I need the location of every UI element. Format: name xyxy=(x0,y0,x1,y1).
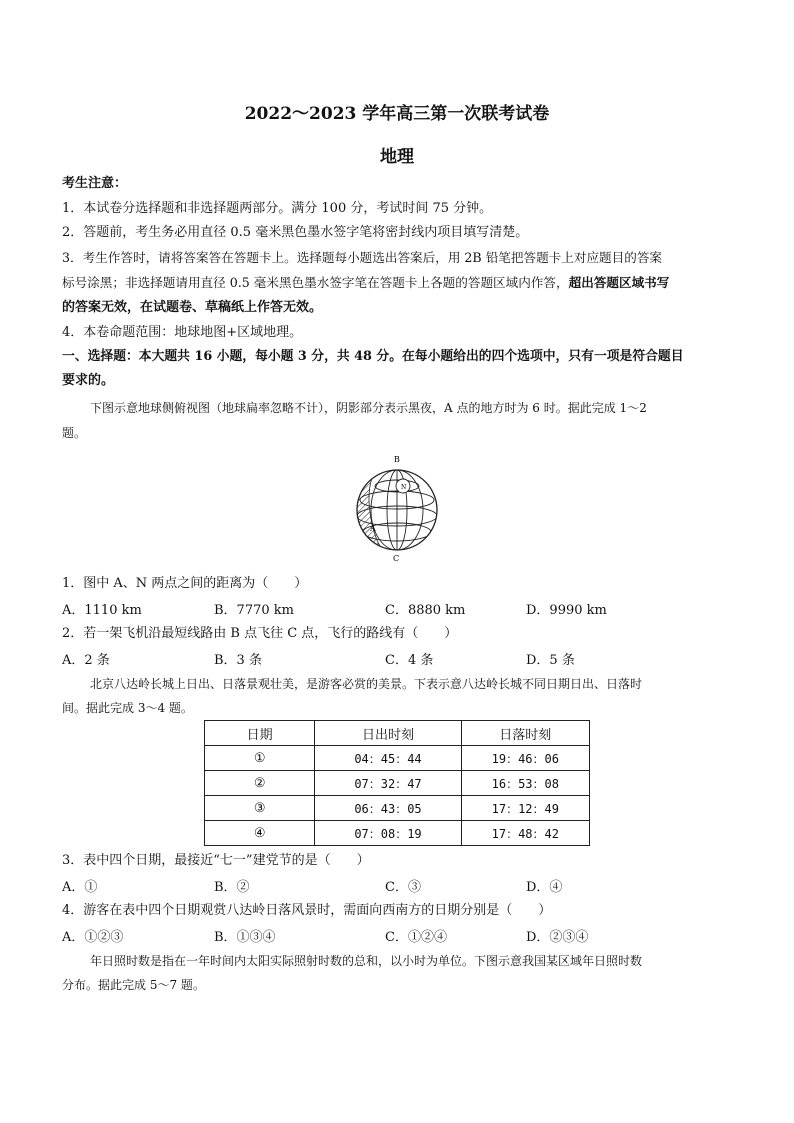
notice-item-1: 1．本试卷分选择题和非选择题两部分。满分 100 分，考试时间 75 分钟。 xyxy=(62,201,493,216)
table-cell-date: ③ xyxy=(205,796,315,821)
notice-item-2: 2．答题前，考生务必用直径 0.5 毫米黑色墨水签字笔将密封线内项目填写清楚。 xyxy=(62,225,529,240)
question-1-option-d[interactable]: D．9990 km xyxy=(526,603,607,618)
globe-label-n: N xyxy=(401,484,407,491)
table-cell-sunset: 16：53：08 xyxy=(461,771,589,796)
table-header-date: 日期 xyxy=(205,721,315,746)
globe-label-c: C xyxy=(393,554,400,563)
notice-item-3-text: 标号涂黑；非选择题请用直径 0.5 毫米黑色墨水签字笔在答题卡上各题的答题区域内作答， xyxy=(62,275,569,290)
intro-q3-4: 北京八达岭长城上日出、日落景观壮美，是游客必赏的美景。下表示意八达岭长城不同日期日出、日落时 xyxy=(90,677,643,691)
notice-item-3-line-3: 的答案无效，在试题卷、草稿纸上作答无效。 xyxy=(62,300,323,315)
intro-q5-7: 年日照时数是指在一年时间内太阳实际照射时数的总和，以小时为单位。下图示意我国某区域年日照时数 xyxy=(90,954,643,968)
question-2-option-a[interactable]: A．2 条 xyxy=(62,653,110,668)
question-1-options xyxy=(62,599,734,619)
question-4-option-b[interactable]: B．①③④ xyxy=(214,930,276,945)
table-cell-date: ④ xyxy=(205,821,315,846)
table-cell-sunrise: 07：32：47 xyxy=(315,771,461,796)
table-row xyxy=(205,796,590,821)
table-cell-sunrise: 04：45：44 xyxy=(315,746,461,771)
table-row xyxy=(205,771,590,796)
question-4-stem: 4．游客在表中四个日期观赏八达岭日落风景时，需面向西南方的日期分别是（ ） xyxy=(62,903,552,918)
question-2-options xyxy=(62,649,734,669)
earth-side-view-figure xyxy=(350,452,445,564)
intro-q3-4-cont: 间。据此完成 3～4 题。 xyxy=(62,701,193,715)
globe-label-a: A xyxy=(370,524,376,533)
table-header-sunrise: 日出时刻 xyxy=(315,721,461,746)
question-1-stem: 1．图中 A、N 两点之间的距离为（ ） xyxy=(62,576,308,591)
notice-item-3-line-1: 3．考生作答时，请将答案答在答题卡上。选择题每小题选出答案后，用 2B 铅笔把答题卡上对应题目的答案 xyxy=(62,250,663,265)
table-cell-date: ① xyxy=(205,746,315,771)
question-2-option-d[interactable]: D．5 条 xyxy=(526,653,575,668)
table-cell-sunrise: 06：43：05 xyxy=(315,796,461,821)
notice-heading: 考生注意： xyxy=(62,176,128,191)
table-row xyxy=(205,821,590,846)
notice-item-4: 4．本卷命题范围：地球地图+区域地理。 xyxy=(62,325,303,340)
table-header-sunset: 日落时刻 xyxy=(461,721,589,746)
table-header-row xyxy=(205,721,590,746)
table-row xyxy=(205,746,590,771)
table-cell-date: ② xyxy=(205,771,315,796)
question-4-option-a[interactable]: A．①②③ xyxy=(62,930,124,945)
table-cell-sunset: 17：12：49 xyxy=(461,796,589,821)
question-1-option-c[interactable]: C．8880 km xyxy=(385,603,466,618)
exam-title: 2022～2023 学年高三第一次联考试卷 xyxy=(244,104,550,124)
notice-item-3-line-2 xyxy=(62,273,734,293)
question-3-option-b[interactable]: B．② xyxy=(214,880,250,895)
sunrise-sunset-table xyxy=(204,720,590,846)
section-1-heading-cont: 要求的。 xyxy=(62,373,115,388)
question-2-stem: 2．若一架飞机沿最短线路由 B 点飞往 C 点，飞行的路线有（ ） xyxy=(62,626,458,641)
question-4-option-d[interactable]: D．②③④ xyxy=(526,930,589,945)
question-1-option-b[interactable]: B．7770 km xyxy=(214,603,294,618)
question-3-option-d[interactable]: D．④ xyxy=(526,880,563,895)
notice-item-3-bold: 超出答题区域书写 xyxy=(568,275,670,290)
table-cell-sunrise: 07：08：19 xyxy=(315,821,461,846)
subject-title: 地理 xyxy=(380,147,414,167)
question-2-option-c[interactable]: C．4 条 xyxy=(385,653,434,668)
question-4-options xyxy=(62,926,734,946)
question-3-options xyxy=(62,876,734,896)
question-3-option-a[interactable]: A．① xyxy=(62,880,98,895)
question-2-option-b[interactable]: B．3 条 xyxy=(214,653,262,668)
intro-q5-7-cont: 分布。据此完成 5～7 题。 xyxy=(62,978,205,992)
question-1-option-a[interactable]: A．1110 km xyxy=(62,603,142,618)
question-3-option-c[interactable]: C．③ xyxy=(385,880,421,895)
section-1-heading: 一、选择题：本大题共 16 小题，每小题 3 分，共 48 分。在每小题给出的四个选项中，只有一项是符合题目 xyxy=(62,349,684,364)
question-4-option-c[interactable]: C．①②④ xyxy=(385,930,447,945)
question-3-stem: 3．表中四个日期，最接近“七一”建党节的是（ ） xyxy=(62,853,370,868)
table-cell-sunset: 19：46：06 xyxy=(461,746,589,771)
globe-label-b: B xyxy=(394,455,400,464)
intro-q1-2-cont: 题。 xyxy=(62,426,87,440)
table-cell-sunset: 17：48：42 xyxy=(461,821,589,846)
intro-q1-2: 下图示意地球侧俯视图（地球扁率忽略不计），阴影部分表示黑夜，A 点的地方时为 6 时。据此完成 1～2 xyxy=(90,401,647,415)
